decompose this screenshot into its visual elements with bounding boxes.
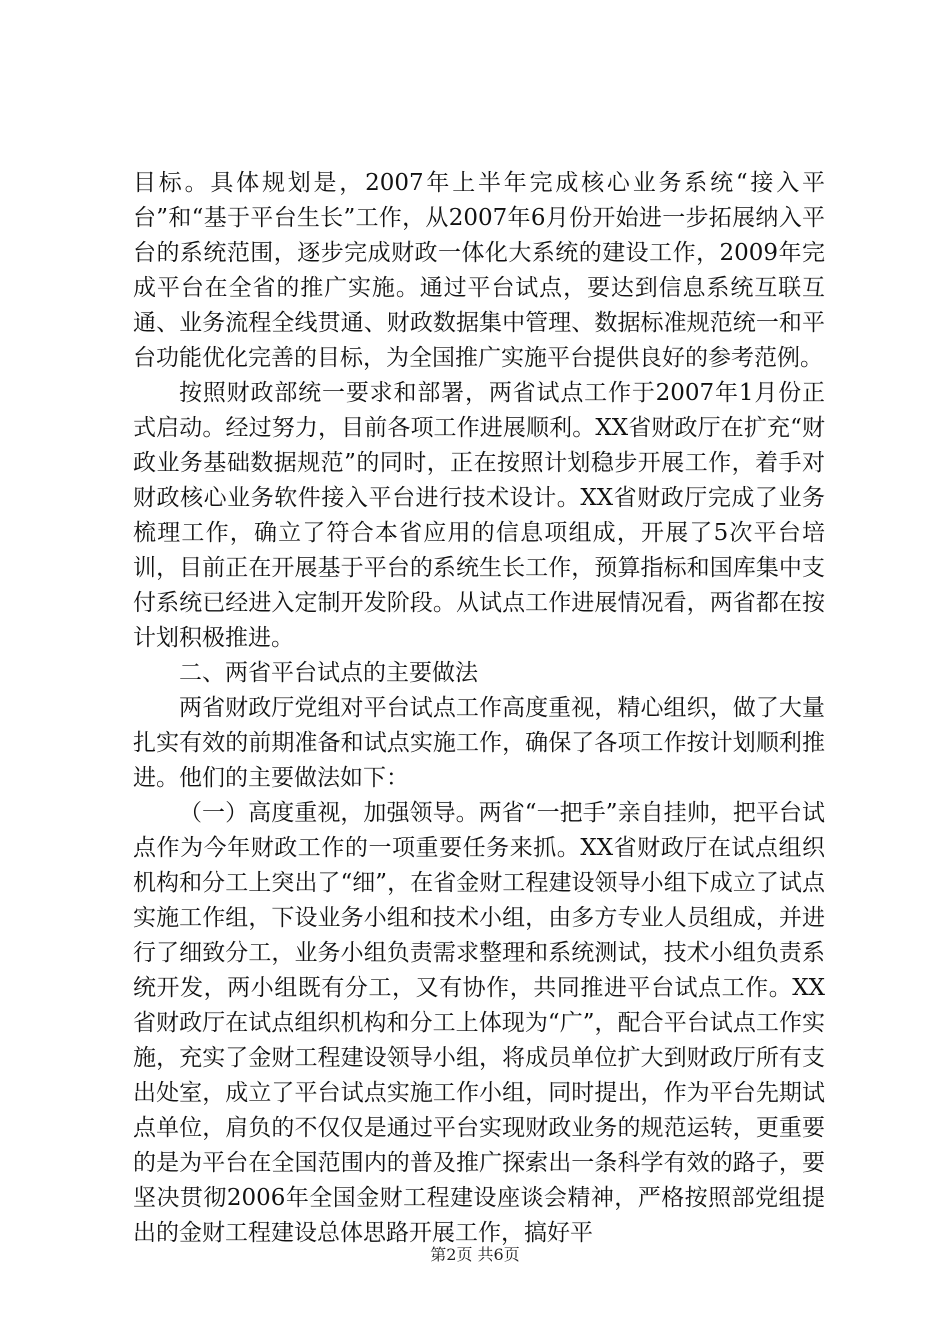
paragraph-1: 目标。具体规划是，2007年上半年完成核心业务系统“接入平台”和“基于平台生长”工作，从2007年6月份开始进一步拓展纳入平台的系统范围，逐步完成财政一体化大系统的建设工作，2009年完成平台在全省的推广实施。通过平台试点，要达到信息系统互联互通、业务流程全线贯通、财政数据集中管理、数据标准规范统一和平台功能优化完善的目标，为全国推广实施平台提供良好的参考范例。 (133, 170, 825, 371)
paragraph-4: （一）高度重视，加强领导。两省“一把手”亲自挂帅，把平台试点作为今年财政工作的一项重要任务来抓。XX省财政厅在试点组织机构和分工上突出了“细”，在省金财工程建设领导小组下成立了试点实施工作组，下设业务小组和技术小组，由多方专业人员组成，并进行了细致分工，业务小组负责需求整理和系统测试，技术小组负责系统开发，两小组既有分工，又有协作，共同推进平台试点工作。XX省财政厅在试点组织机构和分工上体现为“广”，配合平台试点工作实施，充实了金财工程建设领导小组，将成员单位扩大到财政厅所有支出处室，成立了平台试点实施工作小组，同时提出，作为平台先期试点单位，肩负的不仅仅是通过平台实现财政业务的规范运转，更重要的是为平台在全国范围内的普及推广探索出一条科学有效的路子，要坚决贯彻2006年全国金财工程建设座谈会精神，严格按照部党组提出的金财工程建设总体思路开展工作，搞好平 (133, 800, 825, 1246)
paragraph-3: 两省财政厅党组对平台试点工作高度重视，精心组织，做了大量扎实有效的前期准备和试点实施工作，确保了各项工作按计划顺利推进。他们的主要做法如下： (133, 695, 825, 791)
document-body (133, 166, 825, 1251)
paragraph-2: 按照财政部统一要求和部署，两省试点工作于2007年1月份正式启动。经过努力，目前各项工作进展顺利。XX省财政厅在扩充“财政业务基础数据规范”的同时，正在按照计划稳步开展工作，着手对财政核心业务软件接入平台进行技术设计。XX省财政厅完成了业务梳理工作，确立了符合本省应用的信息项组成，开展了5次平台培训，目前正在开展基于平台的系统生长工作，预算指标和国库集中支付系统已经进入定制开发阶段。从试点工作进展情况看，两省都在按计划积极推进。 (133, 380, 825, 651)
section-heading: 二、两省平台试点的主要做法 (179, 660, 478, 686)
page-footer: 第2页 共6页 (430, 1245, 520, 1264)
